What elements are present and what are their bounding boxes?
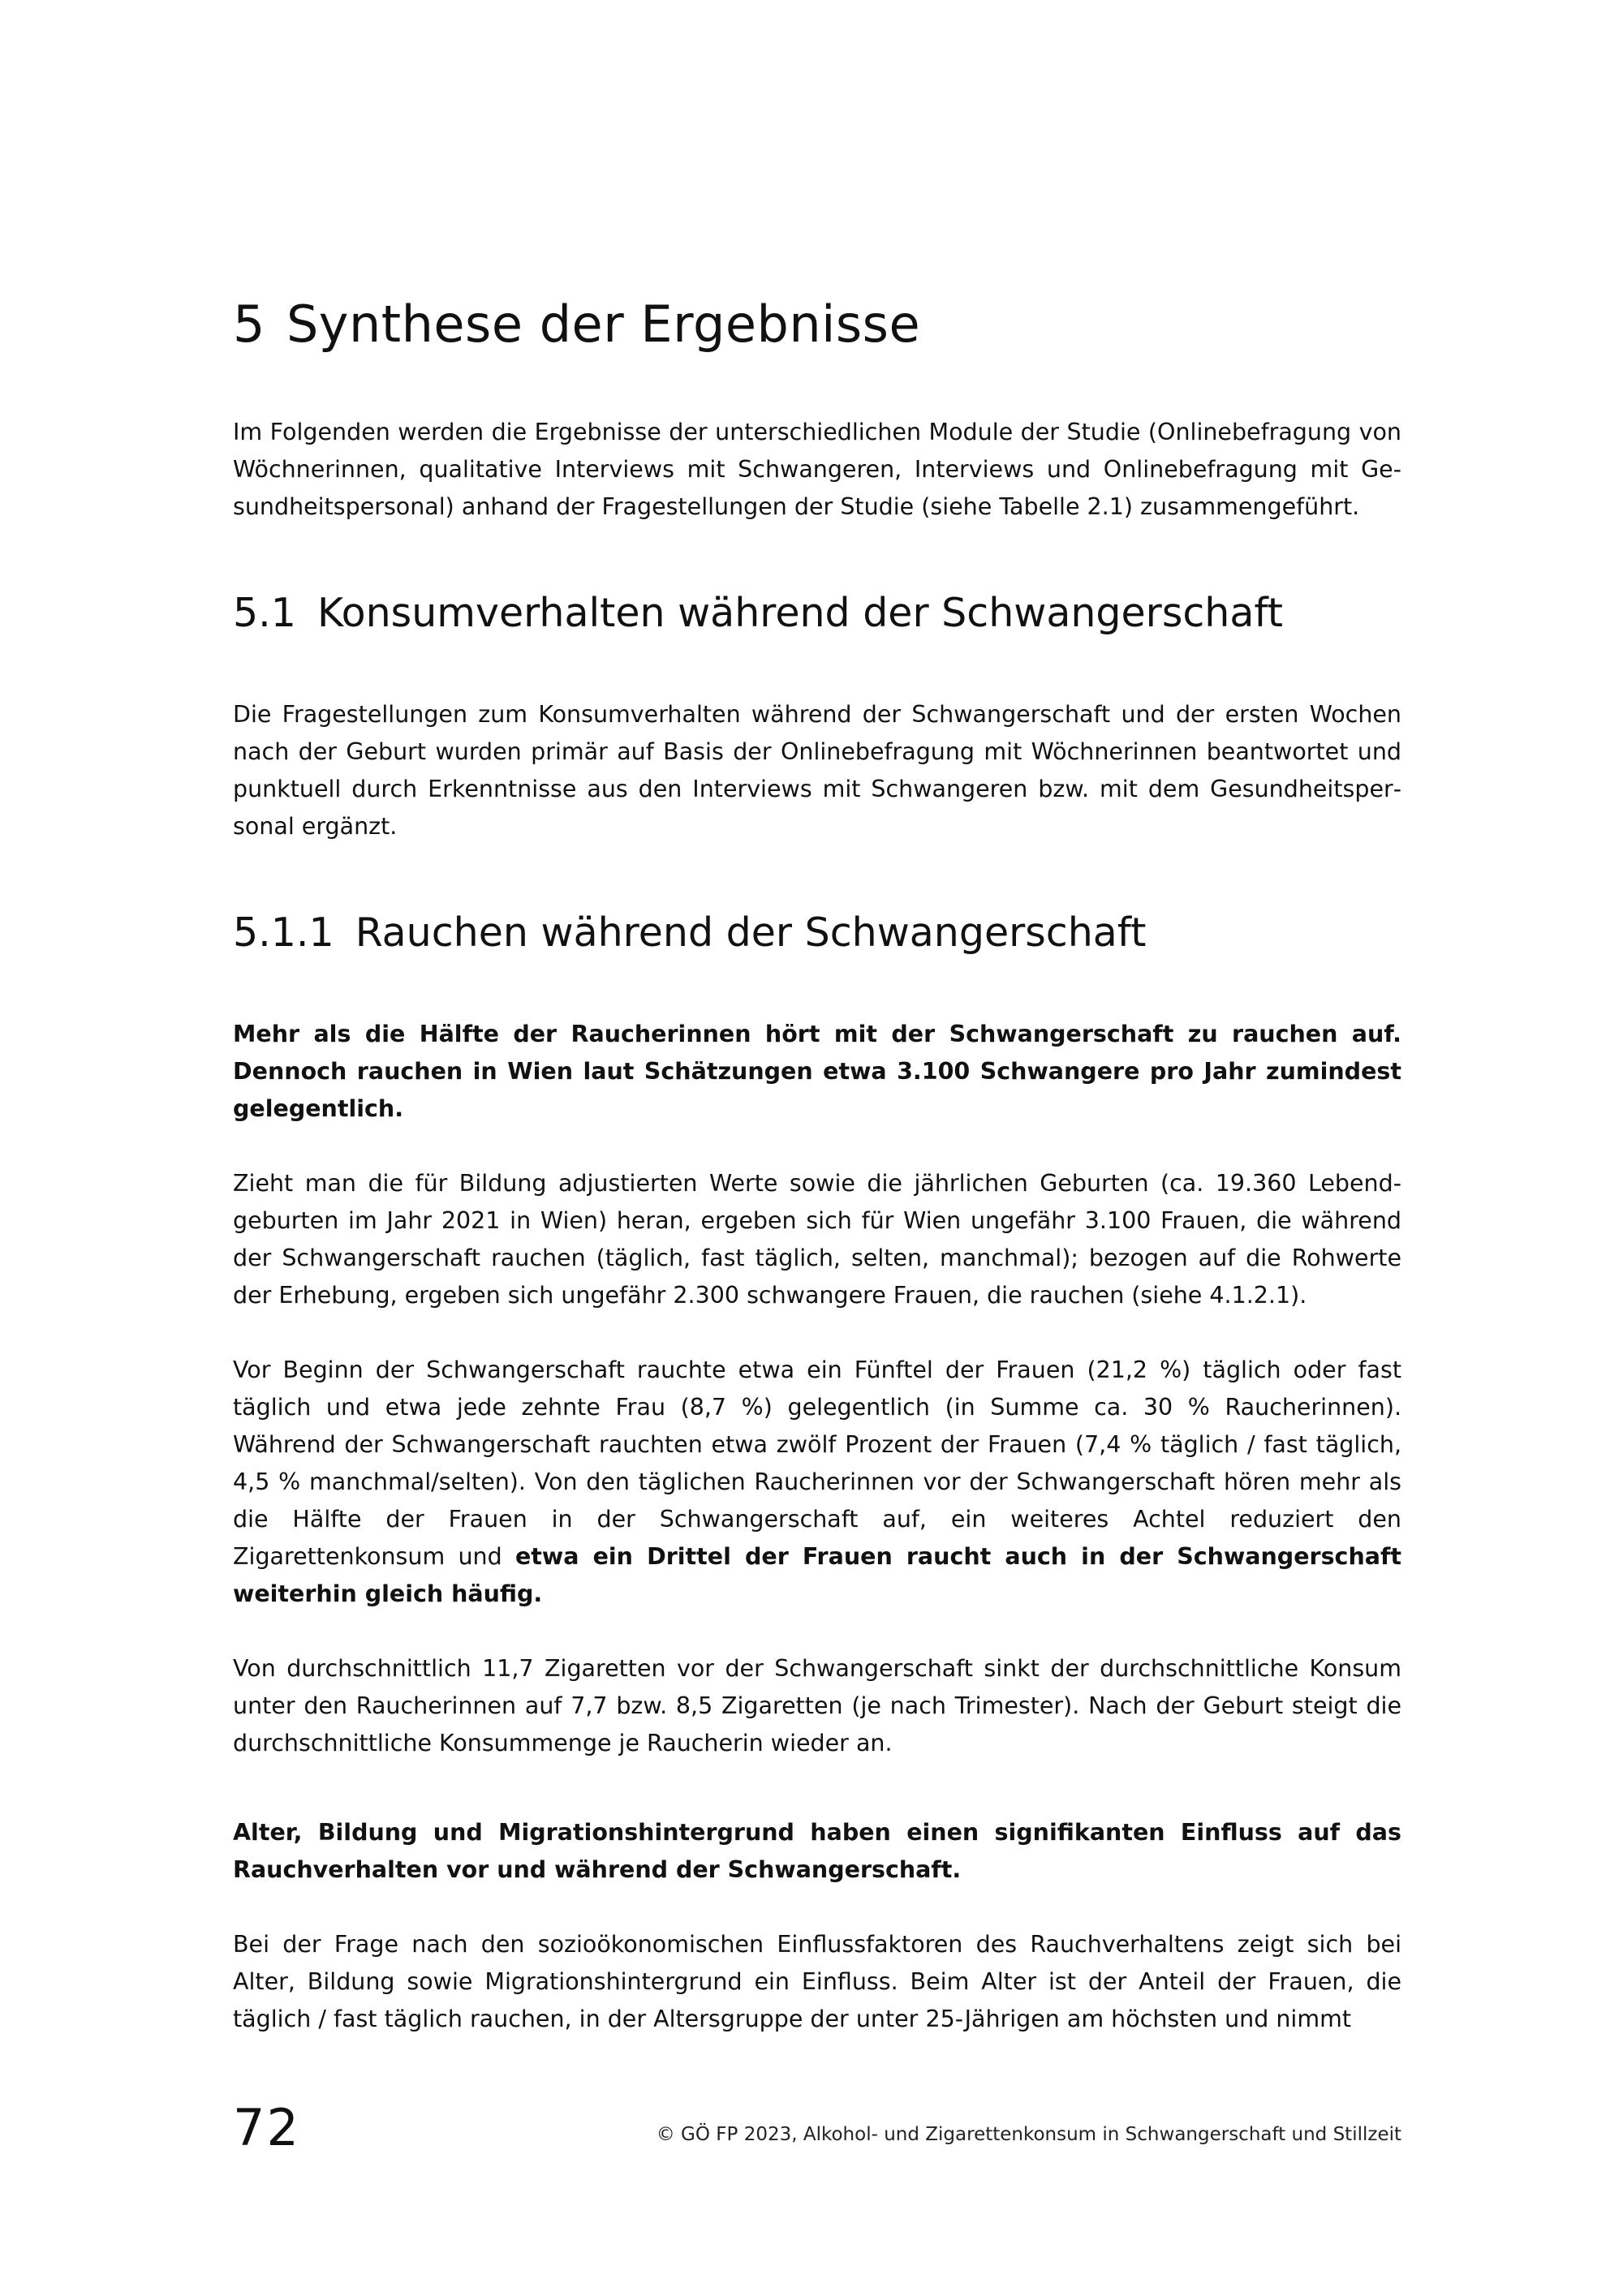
paragraph-smoking-rates-text: Vor Beginn der Schwangerschaft rauchte etwa ein Fünftel der Frauen (21,2 %) täglich oder fast täglich und etwa jede zehnte Frau (8,7 %) gelegentlich (in Summe ca. 30 % Raucherinnen). Während der Schwangerschaft rauchten etwa zwölf Prozent der Frauen (7,4 % täglich / fast täglich, 4,5 % manchmal/selten). Von den täglichen Raucherinnen vor der Schwangerschaft hören mehr als die Hälfte der Frauen in der Schwangerschaft auf, ein weiteres Achtel reduziert den Zigarettenkonsum und xyxy=(233,1357,1401,1570)
paragraph-socioeconomic-factors: Bei der Frage nach den sozioökonomischen Einflussfaktoren des Rauchverhaltens zeigt sich bei Alter, Bildung sowie Migrationshintergrund ein Einfluss. Beim Alter ist der Anteil der Frauen, die täglich / fast täglich rauchen, in der Altersgruppe der unter 25-Jährigen am höchsten und nimmt xyxy=(233,1931,1401,2032)
page-content xyxy=(233,292,1401,2038)
paragraph-smoking-rates-emphasis: etwa ein Drittel der Frauen raucht auch in der Schwangerschaft weiterhin gleich häufig. xyxy=(233,1543,1401,1607)
chapter-heading xyxy=(233,292,1401,357)
page-footer xyxy=(233,2096,1401,2161)
chapter-title: Synthese der Ergebnisse xyxy=(286,295,921,354)
subsection-title: Rauchen während der Schwangerschaft xyxy=(355,909,1147,956)
footer-citation: © GÖ FP 2023, Alkohol- und Zigarettenkonsum in Schwangerschaft und Stillzeit xyxy=(656,2124,1401,2145)
page-number: 72 xyxy=(233,2098,300,2157)
paragraph-births-estimate: Zieht man die für Bildung adjustierten Werte sowie die jährlichen Geburten (ca. 19.360 Lebendgeburten im Jahr 2021 in Wien) heran, ergeben sich für Wien ungefähr 3.100 Frauen, die während der Schwangerschaft rauchen (täglich, fast täglich, selten, manchmal); bezogen auf die Rohwerte der Erhebung, ergeben sich ungefähr 2.300 schwangere Frauen, die rauchen (siehe 4.1.2.1). xyxy=(233,1170,1401,1309)
section-heading-5-1 xyxy=(233,587,1401,639)
section-5-1-paragraph: Die Fragestellungen zum Konsumverhalten während der Schwangerschaft und der ersten Wochen nach der Geburt wurden primär auf Basis der Onlinebefragung mit Wöchnerinnen beantwortet und punktuell durch Erkenntnisse aus den Interviews mit Schwangeren bzw. mit dem Gesundheitspersonal ergänzt. xyxy=(233,701,1401,840)
paragraph-cigarette-count: Von durchschnittlich 11,7 Zigaretten vor der Schwangerschaft sinkt der durchschnittliche Konsum unter den Raucherinnen auf 7,7 bzw. 8,5 Zigaretten (je nach Trimester). Nach der Geburt steigt die durchschnittliche Konsummenge je Raucherin wieder an. xyxy=(233,1655,1401,1756)
section-number: 5.1 xyxy=(233,590,296,636)
key-finding-1: Mehr als die Hälfte der Raucherinnen hört mit der Schwangerschaft zu rauchen auf. Dennoch rauchen in Wien laut Schätzungen etwa 3.100 Schwangere pro Jahr zumindest gelegentlich. xyxy=(233,1021,1401,1122)
key-finding-2: Alter, Bildung und Migrationshintergrund haben einen signifikanten Einfluss auf das Rauchverhalten vor und während der Schwangerschaft. xyxy=(233,1819,1401,1883)
paragraph-smoking-rates xyxy=(233,1352,1401,1613)
subsection-number: 5.1.1 xyxy=(233,909,334,956)
intro-paragraph: Im Folgenden werden die Ergebnisse der unterschiedlichen Module der Studie (Onlinebefragung von Wöchnerinnen, qualitative Interviews mit Schwangeren, Interviews und Onlinebefragung mit Gesundheitspersonal) anhand der Fragestellungen der Studie (siehe Tabelle 2.1) zusammengeführt. xyxy=(233,419,1401,520)
section-title: Konsumverhalten während der Schwangerschaft xyxy=(316,590,1283,636)
section-heading-5-1-1 xyxy=(233,907,1401,959)
chapter-number: 5 xyxy=(233,295,265,354)
